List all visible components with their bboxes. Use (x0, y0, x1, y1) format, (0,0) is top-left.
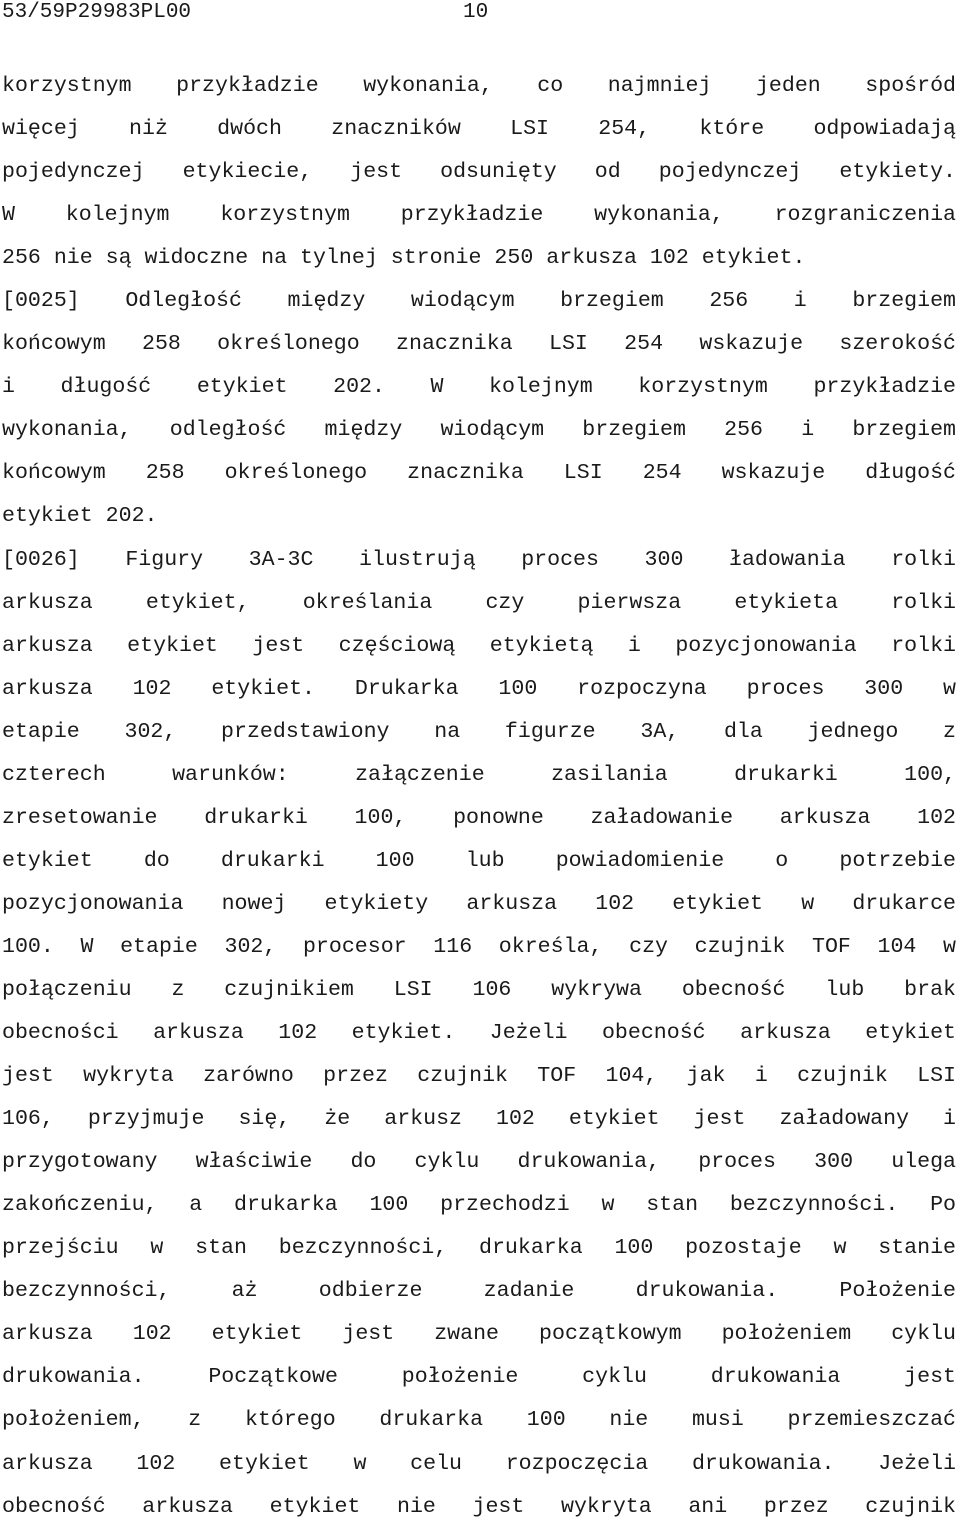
text-line: korzystnym przykładzie wykonania, co najmniej jeden spośród (2, 74, 956, 98)
page-number: 10 (463, 1, 489, 24)
text-line: pozycjonowania nowej etykiety arkusza 102 etykiet w drukarce (2, 891, 956, 916)
text-line: etykiet 202. (2, 504, 158, 529)
document-body (2, 65, 956, 1529)
text-line: wykonania, odległość między wiodącym brzegiem 256 i brzegiem (2, 418, 956, 443)
text-line: [0025] Odległość między wiodącym brzegiem 256 i brzegiem (2, 289, 956, 314)
text-line: etykiet do drukarki 100 lub powiadomienie o potrzebie (2, 848, 956, 873)
text-line: jest wykryta zarówno przez czujnik TOF 104, jak i czujnik LSI (2, 1064, 956, 1089)
text-line: arkusza 102 etykiet w celu rozpoczęcia drukowania. Jeżeli (2, 1451, 956, 1476)
document-id: 53/59P29983PL00 (2, 1, 192, 24)
text-line: arkusza 102 etykiet jest zwane początkowym położeniem cyklu (2, 1322, 956, 1347)
text-line: 256 nie są widoczne na tylnej stronie 250 arkusza 102 etykiet. (2, 246, 806, 271)
text-line: przygotowany właściwie do cyklu drukowania, proces 300 ulega (2, 1150, 956, 1175)
text-line: czterech warunków: załączenie zasilania drukarki 100, (2, 762, 956, 787)
text-line: arkusza etykiet, określania czy pierwsza etykieta rolki (2, 590, 956, 615)
text-line: drukowania. Początkowe położenie cyklu drukowania jest (2, 1365, 956, 1390)
text-line: pojedynczej etykiecie, jest odsunięty od pojedynczej etykiety. (2, 160, 956, 185)
text-line: [0026] Figury 3A-3C ilustrują proces 300 ładowania rolki (2, 547, 956, 572)
text-line: 100. W etapie 302, procesor 116 określa, czy czujnik TOF 104 w (2, 934, 956, 959)
text-line: zresetowanie drukarki 100, ponowne załadowanie arkusza 102 (2, 805, 956, 830)
text-line: końcowym 258 określonego znacznika LSI 254 wskazuje szerokość (2, 332, 956, 357)
text-line: połączeniu z czujnikiem LSI 106 wykrywa obecność lub brak (2, 977, 956, 1002)
text-line: obecności arkusza 102 etykiet. Jeżeli obecność arkusza etykiet (2, 1021, 956, 1046)
text-line: zakończeniu, a drukarka 100 przechodzi w stan bezczynności. Po (2, 1193, 956, 1218)
page-header (0, 0, 960, 26)
text-line: więcej niż dwóch znaczników LSI 254, które odpowiadają (2, 117, 956, 142)
text-line: położeniem, z którego drukarka 100 nie musi przemieszczać (2, 1408, 956, 1433)
text-line: końcowym 258 określonego znacznika LSI 254 wskazuje długość (2, 461, 956, 486)
text-line: bezczynności, aż odbierze zadanie drukowania. Położenie (2, 1279, 956, 1304)
text-line: 106, przyjmuje się, że arkusz 102 etykiet jest załadowany i (2, 1107, 956, 1132)
text-line: arkusza etykiet jest częściową etykietą i pozycjonowania rolki (2, 633, 956, 658)
text-line: i długość etykiet 202. W kolejnym korzystnym przykładzie (2, 375, 956, 400)
text-line: obecność arkusza etykiet nie jest wykryta ani przez czujnik (2, 1494, 956, 1519)
text-line: W kolejnym korzystnym przykładzie wykonania, rozgraniczenia (2, 203, 956, 228)
text-line: etapie 302, przedstawiony na figurze 3A, dla jednego z (2, 719, 956, 744)
text-line: arkusza 102 etykiet. Drukarka 100 rozpoczyna proces 300 w (2, 676, 956, 701)
text-line: przejściu w stan bezczynności, drukarka 100 pozostaje w stanie (2, 1236, 956, 1261)
